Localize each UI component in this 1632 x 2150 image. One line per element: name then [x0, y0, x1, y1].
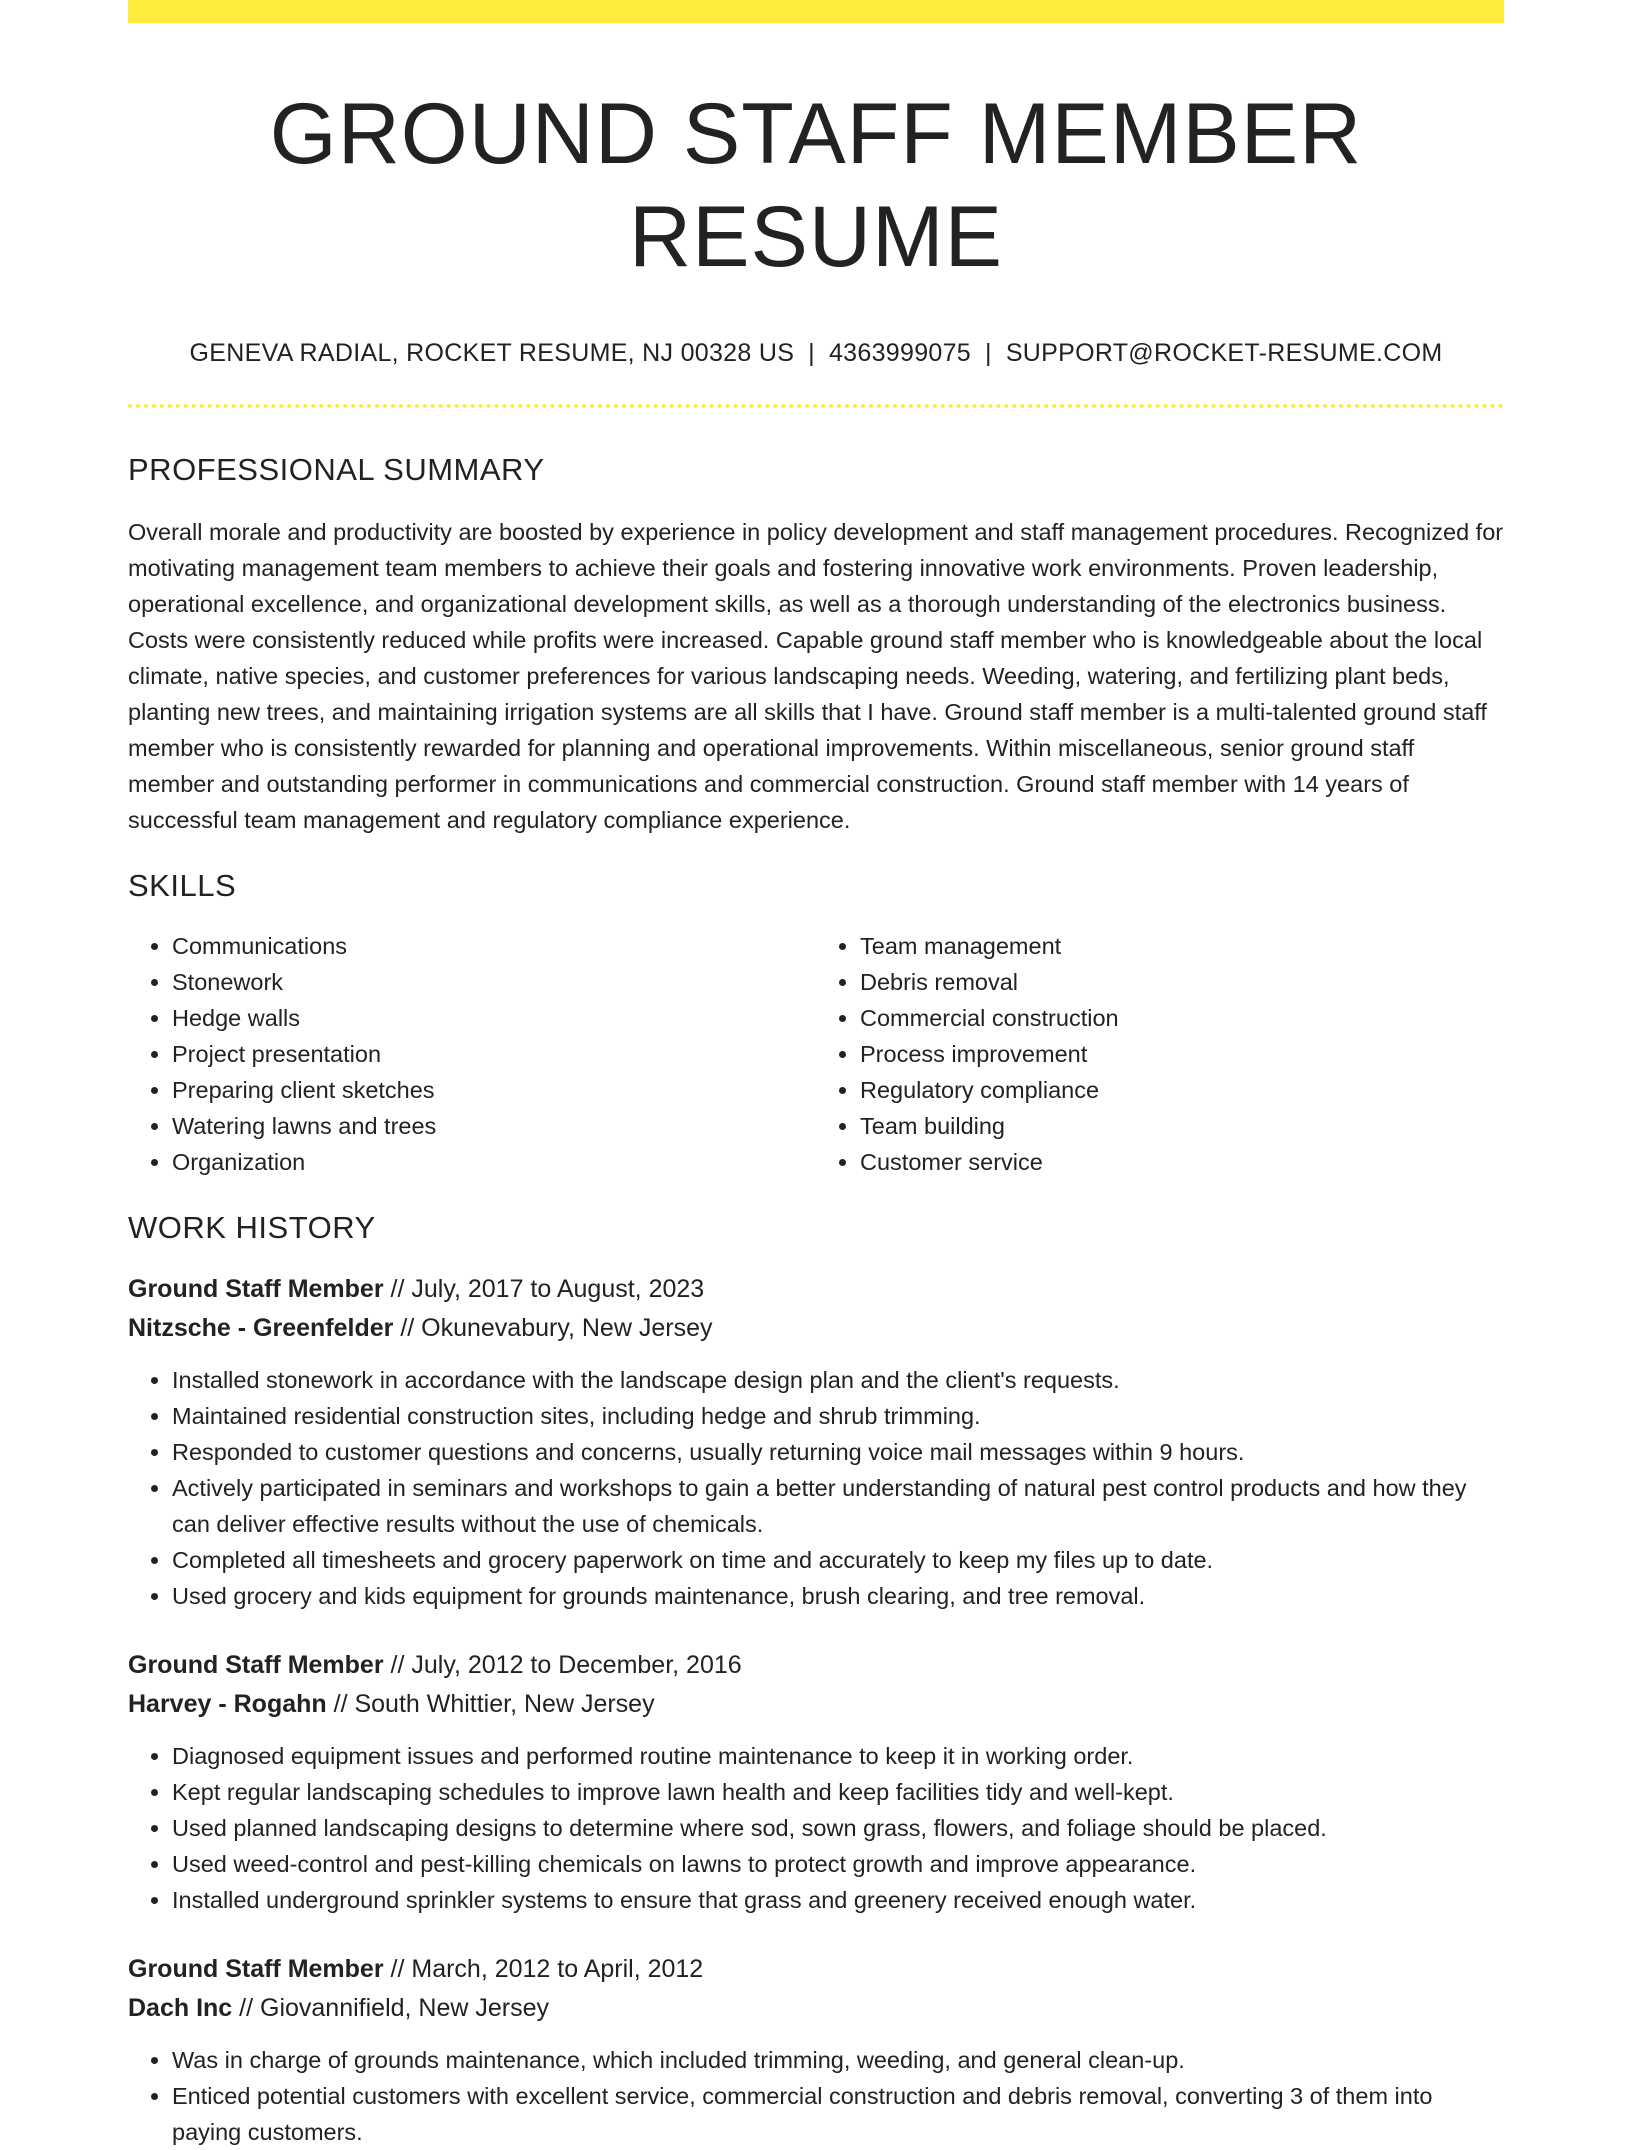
job-duty: • Enticed potential customers with excellent service, commercial construction and debris removal, converting 3 of them into paying customers. [172, 2078, 1504, 2150]
resume-page [128, 0, 1504, 2150]
contact-address: GENEVA RADIAL, ROCKET RESUME, NJ 00328 US [189, 339, 795, 368]
header-divider [128, 404, 1504, 408]
job-duties [128, 2042, 1504, 2150]
skill-item: • Preparing client sketches [172, 1072, 816, 1108]
skill-item: • Team management [860, 928, 1504, 964]
skill-item: • Debris removal [860, 964, 1504, 1000]
skill-item: • Hedge walls [172, 1000, 816, 1036]
job-duties [128, 1738, 1504, 1918]
job-duty: • Was in charge of grounds maintenance, which included trimming, weeding, and general clean-up. [172, 2042, 1504, 2078]
skills-list [128, 928, 1504, 1180]
job-entry [128, 1950, 1504, 2150]
job-duty: • Maintained residential construction sites, including hedge and shrub trimming. [172, 1398, 1504, 1434]
skills-column-right [816, 928, 1504, 1180]
skill-item: • Organization [172, 1144, 816, 1180]
skill-item: • Regulatory compliance [860, 1072, 1504, 1108]
contact-separator: | [808, 339, 815, 368]
skills-column-left [128, 928, 816, 1180]
job-company-line [128, 1309, 1504, 1348]
job-dates: // March, 2012 to April, 2012 [390, 1955, 704, 1984]
job-location: // Okunevabury, New Jersey [400, 1314, 713, 1343]
job-duty: • Used weed-control and pest-killing chemicals on lawns to protect growth and improve appearance. [172, 1846, 1504, 1882]
job-duty: • Kept regular landscaping schedules to improve lawn health and keep facilities tidy and well-kept. [172, 1774, 1504, 1810]
top-accent-bar [128, 0, 1504, 23]
contact-separator: | [985, 339, 992, 368]
contact-phone: 4363999075 [828, 339, 972, 368]
job-duty: • Actively participated in seminars and workshops to gain a better understanding of natural pest control products and how they can deliver effective results without the use of chemicals. [172, 1470, 1504, 1542]
job-duty: • Completed all timesheets and grocery paperwork on time and accurately to keep my files up to date. [172, 1542, 1504, 1578]
job-title: Ground Staff Member [128, 1275, 384, 1304]
job-title: Ground Staff Member [128, 1955, 384, 1984]
job-entry [128, 1270, 1504, 1614]
job-title-line [128, 1950, 1504, 1989]
skill-item: • Process improvement [860, 1036, 1504, 1072]
job-duty: • Used grocery and kids equipment for grounds maintenance, brush clearing, and tree removal. [172, 1578, 1504, 1614]
job-duty: • Used planned landscaping designs to determine where sod, sown grass, flowers, and foliage should be placed. [172, 1810, 1504, 1846]
job-title: Ground Staff Member [128, 1651, 384, 1680]
summary-heading: PROFESSIONAL SUMMARY [128, 452, 545, 488]
skill-item: • Commercial construction [860, 1000, 1504, 1036]
job-company: Harvey - Rogahn [128, 1690, 327, 1719]
job-company: Dach Inc [128, 1994, 233, 2023]
job-duty: • Responded to customer questions and concerns, usually returning voice mail messages within 9 hours. [172, 1434, 1504, 1470]
contact-line [128, 339, 1504, 368]
skill-item: • Stonework [172, 964, 816, 1000]
job-duty: • Diagnosed equipment issues and performed routine maintenance to keep it in working order. [172, 1738, 1504, 1774]
job-duty: • Installed stonework in accordance with the landscape design plan and the client's requests. [172, 1362, 1504, 1398]
skill-item: • Project presentation [172, 1036, 816, 1072]
job-company-line [128, 1685, 1504, 1724]
job-title-line [128, 1646, 1504, 1685]
job-location: // South Whittier, New Jersey [333, 1690, 655, 1719]
work-history-heading: WORK HISTORY [128, 1210, 376, 1246]
job-entry [128, 1646, 1504, 1918]
skill-item: • Watering lawns and trees [172, 1108, 816, 1144]
job-company-line [128, 1989, 1504, 2028]
skill-item: • Communications [172, 928, 816, 964]
job-duty: • Installed underground sprinkler systems to ensure that grass and greenery received enough water. [172, 1882, 1504, 1918]
job-dates: // July, 2012 to December, 2016 [390, 1651, 742, 1680]
skill-item: • Team building [860, 1108, 1504, 1144]
job-title-line [128, 1270, 1504, 1309]
page-title: GROUND STAFF MEMBER RESUME [269, 86, 1363, 286]
job-duties [128, 1362, 1504, 1614]
job-company: Nitzsche - Greenfelder [128, 1314, 394, 1343]
summary-text: Overall morale and productivity are boosted by experience in policy development and staff management procedures. Recognized for motivating management team members to achieve their goals and fostering innovative work environments. Proven leadership, operational excellence, and organizational development skills, as well as a thorough understanding of the electronics business. Costs were consistently reduced while profits were increased. Capable ground staff member who is knowledgeable about the local climate, native species, and customer preferences for various landscaping needs. Weeding, watering, and fertilizing plant beds, planting new trees, and maintaining irrigation systems are all skills that I have. Ground staff member is a multi-talented ground staff member who is consistently rewarded for planning and operational improvements. Within miscellaneous, senior ground staff member and outstanding performer in communications and commercial construction. Ground staff member with 14 years of successful team management and regulatory compliance experience. [128, 519, 1504, 834]
contact-email: SUPPORT@ROCKET-RESUME.COM [1005, 339, 1443, 368]
skills-heading: SKILLS [128, 868, 237, 904]
job-location: // Giovannifield, New Jersey [239, 1994, 550, 2023]
skill-item: • Customer service [860, 1144, 1504, 1180]
job-dates: // July, 2017 to August, 2023 [390, 1275, 705, 1304]
